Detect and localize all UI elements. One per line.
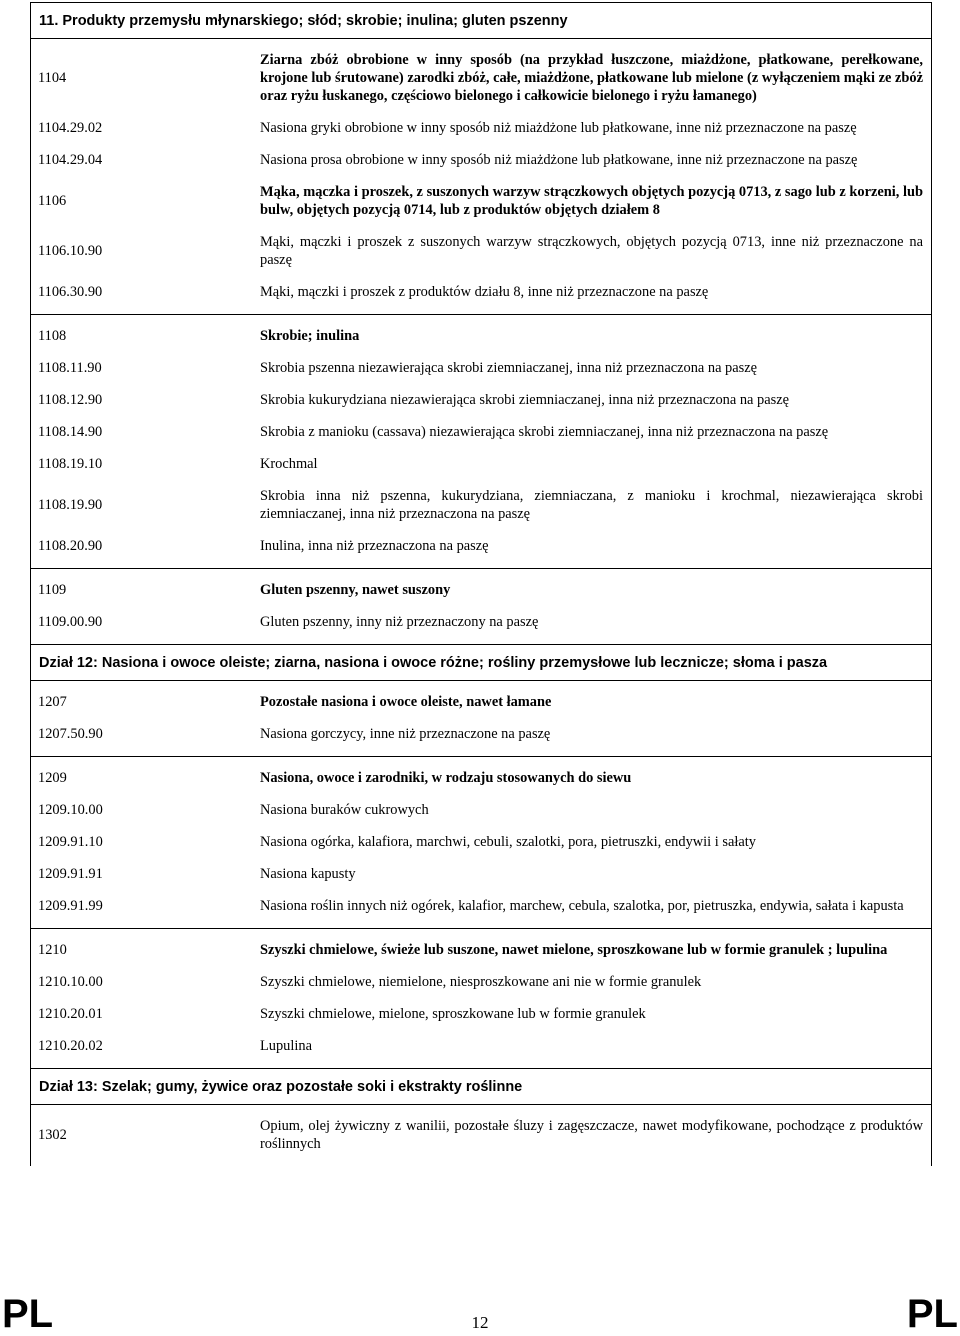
cn-code: 1210 <box>38 942 67 958</box>
table-row <box>31 762 931 794</box>
heading-group <box>31 39 931 315</box>
product-description: Mąka, mączka i proszek, z suszonych warzyw strączkowych objętych pozycją 0713, z sago lub z korzeni, lub bulw, objętych pozycją 0714, lub z produktów objętych działem 8 <box>260 184 923 218</box>
table-row <box>31 352 931 384</box>
section-title: Dział 13: Szelak; gumy, żywice oraz pozostałe soki i ekstrakty roślinne <box>31 1069 931 1105</box>
table-row <box>31 320 931 352</box>
footer-language-mark-left: PL <box>2 1292 54 1336</box>
product-description: Nasiona prosa obrobione w inny sposób niż miażdżone lub płatkowane, inne niż przeznaczone na paszę <box>260 152 858 168</box>
product-description: Inulina, inna niż przeznaczona na paszę <box>260 538 489 554</box>
product-description: Skrobie; inulina <box>260 328 360 344</box>
table-row <box>31 480 931 530</box>
table-row <box>31 144 931 176</box>
table-row <box>31 966 931 998</box>
table-row <box>31 112 931 144</box>
product-description: Nasiona buraków cukrowych <box>260 802 429 818</box>
product-description: Lupulina <box>260 1038 312 1054</box>
table-row <box>31 276 931 308</box>
cn-code: 1210.20.02 <box>38 1038 103 1054</box>
product-description: Nasiona ogórka, kalafiora, marchwi, cebuli, szalotki, pora, pietruszki, endywii i sałaty <box>260 834 756 850</box>
product-description: Skrobia z manioku (cassava) niezawierająca skrobi ziemniaczanej, inna niż przeznaczona na paszę <box>260 424 829 440</box>
cn-code: 1108.14.90 <box>38 424 103 440</box>
table-row <box>31 226 931 276</box>
cn-code: 1209 <box>38 770 67 786</box>
footer-language-mark-right: PL <box>906 1292 958 1336</box>
cn-code: 1104.29.04 <box>38 152 103 168</box>
cn-code: 1209.91.99 <box>38 898 103 914</box>
cn-code: 1109.00.90 <box>38 614 103 630</box>
table-row <box>31 176 931 226</box>
table-row <box>31 826 931 858</box>
table-row <box>31 890 931 922</box>
product-description: Krochmal <box>260 456 318 472</box>
cn-code: 1207.50.90 <box>38 726 103 742</box>
heading-group <box>31 569 931 645</box>
cn-code: 1106 <box>38 193 67 209</box>
table-row <box>31 448 931 480</box>
table-row <box>31 384 931 416</box>
product-description: Opium, olej żywiczny z wanilii, pozostałe śluzy i zagęszczacze, nawet modyfikowane, pochodzące z produktów roślinnych <box>260 1118 923 1152</box>
product-description: Skrobia inna niż pszenna, kukurydziana, ziemniaczana, z manioku i krochmal, niezawierająca skrobi ziemniaczanej, inna niż przeznaczona na paszę <box>260 488 923 522</box>
product-description: Ziarna zbóż obrobione w inny sposób (na przykład łuszczone, miażdżone, płatkowane, perełkowane, krojone lub śrutowane) zarodki zbóż, całe, miażdżone, płatkowane lub mielone (z wyłączeniem mąki ze zbóż oraz ryżu łuskanego, częściowo bielonego i całkowicie bielonego i ryżu łamanego) <box>260 52 923 104</box>
table-row <box>31 718 931 750</box>
product-description: Szyszki chmielowe, mielone, sproszkowane lub w formie granulek <box>260 1006 646 1022</box>
product-description: Nasiona, owoce i zarodniki, w rodzaju stosowanych do siewu <box>260 770 632 786</box>
table-row <box>31 1030 931 1062</box>
cn-code: 1108.11.90 <box>38 360 102 376</box>
cn-code: 1210.20.01 <box>38 1006 103 1022</box>
product-description: Mąki, mączki i proszek z produktów działu 8, inne niż przeznaczone na paszę <box>260 284 709 300</box>
product-description: Nasiona roślin innych niż ogórek, kalafior, marchew, cebula, szalotka, por, pietruszka, endywia, sałata i kapusta <box>260 898 904 914</box>
cn-code: 1104 <box>38 70 67 86</box>
table-row <box>31 606 931 638</box>
cn-code: 1108.19.10 <box>38 456 103 472</box>
cn-code: 1209.10.00 <box>38 802 103 818</box>
heading-group <box>31 1105 931 1166</box>
tariff-table <box>30 2 932 1166</box>
cn-code: 1108.20.90 <box>38 538 103 554</box>
product-description: Skrobia kukurydziana niezawierająca skrobi ziemniaczanej, inna niż przeznaczona na paszę <box>260 392 789 408</box>
product-description: Gluten pszenny, inny niż przeznaczony na paszę <box>260 614 539 630</box>
cn-code: 1108.12.90 <box>38 392 103 408</box>
heading-group <box>31 757 931 929</box>
cn-code: 1108.19.90 <box>38 497 103 513</box>
table-row <box>31 794 931 826</box>
product-description: Pozostałe nasiona i owoce oleiste, nawet łamane <box>260 694 552 710</box>
table-row <box>31 998 931 1030</box>
cn-code: 1106.30.90 <box>38 284 103 300</box>
table-row <box>31 686 931 718</box>
table-row <box>31 934 931 966</box>
heading-group <box>31 315 931 569</box>
cn-code: 1106.10.90 <box>38 243 103 259</box>
product-description: Szyszki chmielowe, niemielone, niesproszkowane ani nie w formie granulek <box>260 974 702 990</box>
cn-code: 1109 <box>38 582 67 598</box>
product-description: Szyszki chmielowe, świeże lub suszone, nawet mielone, sproszkowane lub w formie granulek ; lupulina <box>260 942 888 958</box>
table-row <box>31 44 931 112</box>
table-row <box>31 1110 931 1160</box>
product-description: Mąki, mączki i proszek z suszonych warzyw strączkowych, objętych pozycją 0713, inne niż przeznaczone na paszę <box>260 234 923 268</box>
cn-code: 1210.10.00 <box>38 974 103 990</box>
cn-code: 1207 <box>38 694 67 710</box>
table-row <box>31 416 931 448</box>
cn-code: 1302 <box>38 1127 67 1143</box>
cn-code: 1108 <box>38 328 67 344</box>
product-description: Nasiona gorczycy, inne niż przeznaczone na paszę <box>260 726 551 742</box>
section-title: Dział 12: Nasiona i owoce oleiste; ziarna, nasiona i owoce różne; rośliny przemysłowe lub lecznicze; słoma i pasza <box>31 645 931 681</box>
product-description: Nasiona gryki obrobione w inny sposób niż miażdżone lub płatkowane, inne niż przeznaczone na paszę <box>260 120 857 136</box>
table-row <box>31 530 931 562</box>
table-row <box>31 574 931 606</box>
product-description: Nasiona kapusty <box>260 866 356 882</box>
table-row <box>31 858 931 890</box>
cn-code: 1209.91.91 <box>38 866 103 882</box>
cn-code: 1104.29.02 <box>38 120 103 136</box>
section-title: 11. Produkty przemysłu młynarskiego; słód; skrobie; inulina; gluten pszenny <box>31 3 931 39</box>
page-number: 12 <box>471 1313 489 1332</box>
product-description: Gluten pszenny, nawet suszony <box>260 582 451 598</box>
cn-code: 1209.91.10 <box>38 834 103 850</box>
product-description: Skrobia pszenna niezawierająca skrobi ziemniaczanej, inna niż przeznaczona na paszę <box>260 360 758 376</box>
heading-group <box>31 681 931 757</box>
heading-group <box>31 929 931 1069</box>
